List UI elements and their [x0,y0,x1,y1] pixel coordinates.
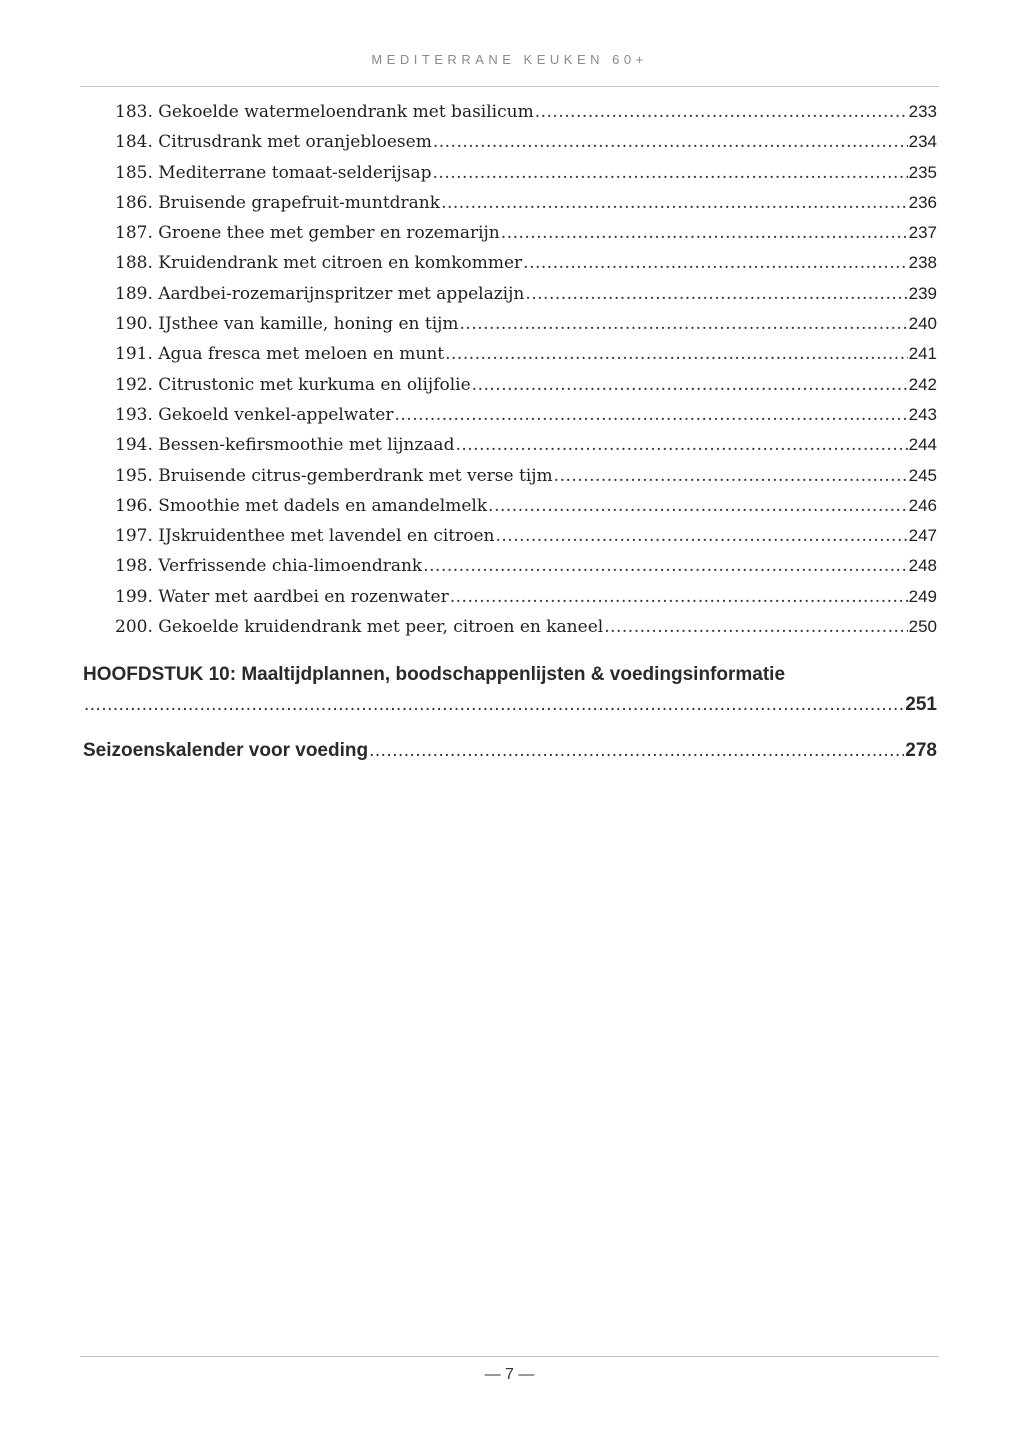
toc-entry[interactable] [115,461,937,491]
toc-entry-page: 245 [908,465,937,485]
toc-entry-label: 185. Mediterrane tomaat-selderijsap [115,162,432,183]
dot-leader [501,218,908,248]
toc-chapter-page: 278 [905,740,937,761]
toc-entry-page: 237 [908,223,937,243]
toc-chapter-seasonal-calendar[interactable] [83,736,937,766]
toc-entry[interactable] [115,339,937,369]
footer-divider [80,1356,939,1357]
toc-entry[interactable] [115,188,937,218]
dot-leader [488,491,907,521]
dot-leader [523,248,907,278]
toc-chapter-label: Seizoenskalender voor voeding [83,740,369,761]
dot-leader [604,612,907,642]
toc-entry-label: 197. IJskruidenthee met lavendel en citroen [115,526,495,547]
toc-entry-page: 248 [908,556,937,576]
toc-entry-label: 195. Bruisende citrus-gemberdrank met verse tijm [115,465,553,486]
dot-leader [394,400,907,430]
dot-leader [433,158,908,188]
toc-entry-page: 233 [908,102,937,121]
dot-leader [84,690,904,720]
dot-leader [441,188,908,218]
toc-entry[interactable] [115,97,937,127]
toc-entry-page: 238 [908,253,937,273]
toc-chapter-label: HOOFDSTUK 10: Maaltijdplannen, boodschappenlijsten & voedingsinformatie [83,664,786,685]
toc-entry-label: 193. Gekoeld venkel-appelwater [115,404,394,425]
toc-entry[interactable] [115,430,937,460]
dot-leader [460,309,908,339]
toc-entry-page: 240 [908,314,937,334]
toc-entry[interactable] [115,127,937,157]
toc-entry[interactable] [115,218,937,248]
toc-entry-label: 186. Bruisende grapefruit-muntdrank [115,192,441,213]
toc-entry-label: 184. Citrusdrank met oranjebloesem [115,132,432,153]
dot-leader [472,370,908,400]
toc-entry[interactable] [115,279,937,309]
toc-entry[interactable] [115,612,937,642]
dot-leader [423,551,907,581]
toc-entry[interactable] [115,248,937,278]
toc-entry-label: 187. Groene thee met gember en rozemarijn [115,223,500,244]
toc-entry-label: 199. Water met aardbei en rozenwater [115,586,449,607]
toc-entry[interactable] [115,491,937,521]
toc-entry-page: 234 [908,132,937,152]
toc-entry[interactable] [115,521,937,551]
toc-entry-page: 239 [908,283,937,303]
dot-leader [495,521,907,551]
toc-entry-page: 244 [908,435,937,455]
header-divider [80,86,939,87]
toc-entry-label: 194. Bessen-kefirsmoothie met lijnzaad [115,435,455,456]
running-header: MEDITERRANE KEUKEN 60+ [371,52,648,67]
toc-entry-page: 236 [908,192,937,212]
dot-leader [535,97,908,127]
dot-leader [525,279,907,309]
toc-entry[interactable] [115,309,937,339]
toc-chapter-page: 251 [905,694,937,715]
toc-entry-label: 183. Gekoelde watermeloendrank met basilicum [115,102,534,122]
toc-chapter-10[interactable] [83,660,937,720]
toc-entry[interactable] [115,551,937,581]
dot-leader [433,127,908,157]
toc-entry-label: 192. Citrustonic met kurkuma en olijfolie [115,374,471,395]
toc-entry[interactable] [115,158,937,188]
table-of-contents [115,97,937,642]
dot-leader [369,736,904,766]
toc-entry[interactable] [115,400,937,430]
toc-entry-page: 235 [908,162,937,182]
toc-entry-page: 241 [908,344,937,364]
dot-leader [450,582,908,612]
dot-leader [445,339,908,369]
toc-entry-page: 242 [908,374,937,394]
toc-entry-page: 249 [908,586,937,606]
toc-entry[interactable] [115,370,937,400]
toc-entry[interactable] [115,582,937,612]
toc-entry-page: 247 [908,526,937,546]
toc-entry-label: 188. Kruidendrank met citroen en komkommer [115,253,523,274]
toc-entry-label: 191. Agua fresca met meloen en munt [115,344,445,365]
toc-entry-page: 246 [908,495,937,515]
toc-entry-page: 243 [908,404,937,424]
dot-leader [455,430,907,460]
toc-entry-label: 200. Gekoelde kruidendrank met peer, citroen en kaneel [115,617,604,638]
toc-entry-label: 190. IJsthee van kamille, honing en tijm [115,314,459,335]
toc-entry-label: 189. Aardbei-rozemarijnspritzer met appelazijn [115,283,525,304]
toc-entry-page: 250 [908,617,937,637]
dot-leader [554,461,908,491]
toc-entry-label: 198. Verfrissende chia-limoendrank [115,556,423,577]
page-number: — 7 — [484,1366,535,1383]
toc-entry-label: 196. Smoothie met dadels en amandelmelk [115,495,488,516]
